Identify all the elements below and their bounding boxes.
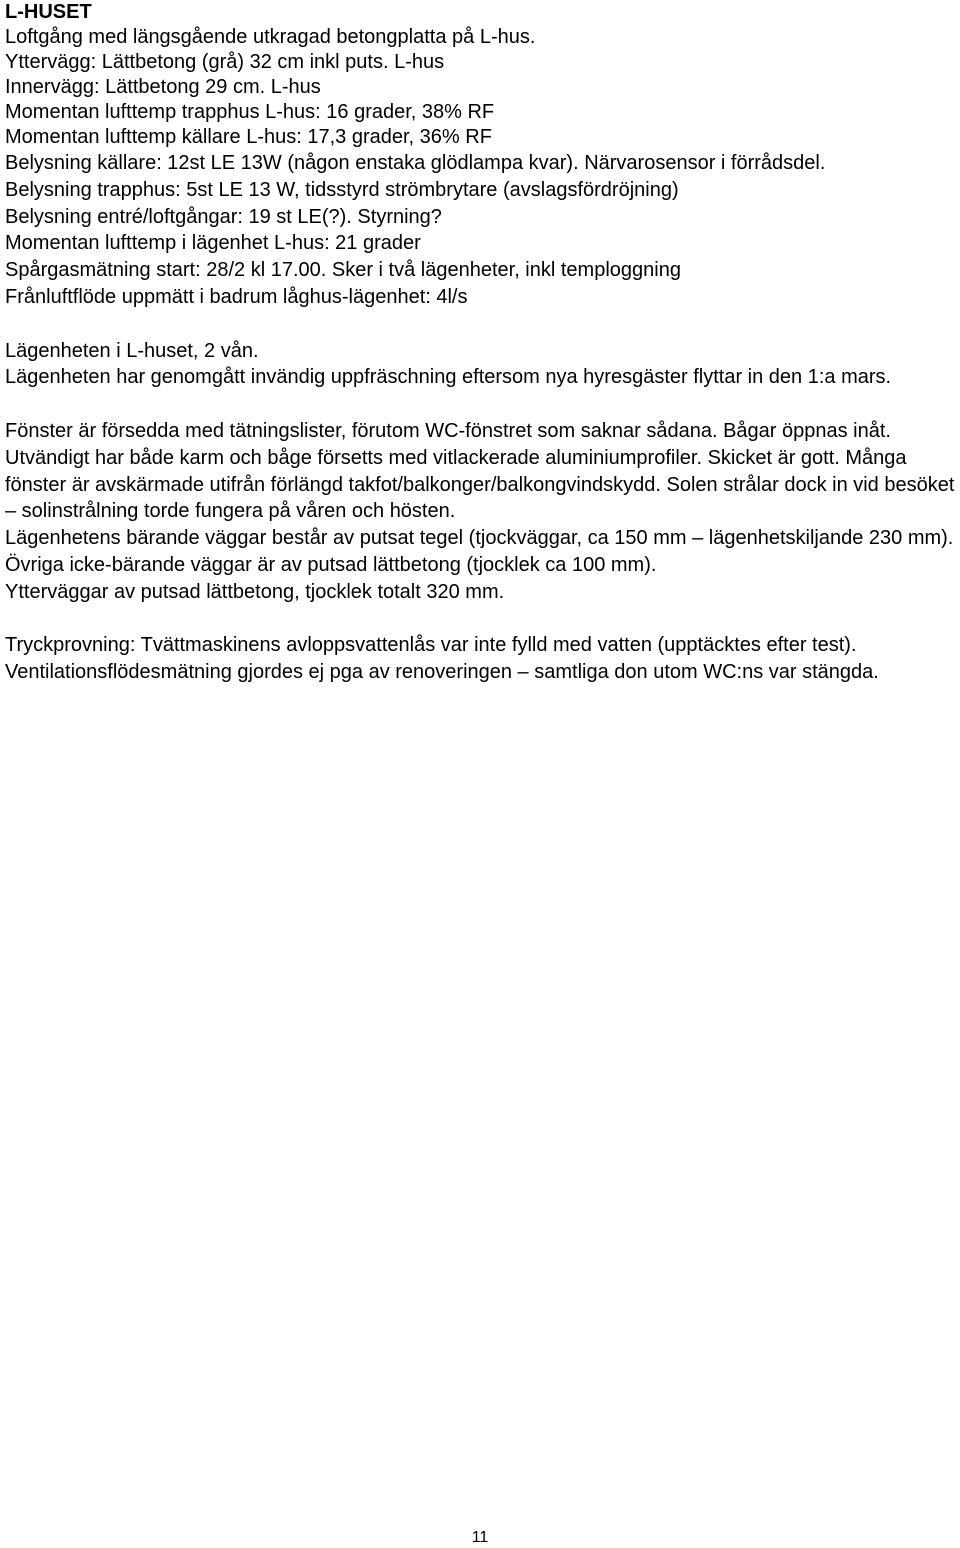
fact-line: Yttervägg: Lättbetong (grå) 32 cm inkl puts. L-hus	[5, 51, 445, 73]
measurement-notes	[5, 150, 955, 311]
apartment-renovation: Lägenheten har genomgått invändig uppfräschning eftersom nya hyresgäster flyttar in den 1:a mars.	[5, 366, 892, 389]
walls-paragraph: Lägenhetens bärande väggar består av putsat tegel (tjockväggar, ca 150 mm – lägenhetskiljande 230 mm). Övriga icke-bärande väggar är av putsad lättbetong (tjocklek ca 100 mm).	[5, 527, 954, 576]
document-page	[5, 0, 955, 686]
spacer	[5, 391, 955, 418]
note-line: Belysning entré/loftgångar: 19 st LE(?). Styrning?	[5, 205, 442, 228]
spacer	[5, 311, 955, 338]
spacer	[5, 606, 955, 633]
page-number: 11	[471, 1529, 489, 1546]
apartment-title: Lägenheten i L-huset, 2 vån.	[5, 339, 259, 362]
section-heading: L-HUSET	[5, 1, 92, 23]
pressure-test-paragraph: Tryckprovning: Tvättmaskinens avloppsvattenlås var inte fylld med vatten (upptäcktes efter test).	[5, 634, 857, 657]
fact-line: Momentan lufttemp källare L-hus: 17,3 grader, 36% RF	[5, 126, 492, 148]
fact-line: Innervägg: Lättbetong 29 cm. L-hus	[5, 76, 321, 98]
note-line: Belysning källare: 12st LE 13W (någon enstaka glödlampa kvar). Närvarosensor i förrådsdel.	[5, 152, 826, 174]
building-facts	[5, 25, 955, 150]
ventilation-paragraph: Ventilationsflödesmätning gjordes ej pga av renoveringen – samtliga don utom WC:ns var stängda.	[5, 661, 879, 684]
windows-paragraph: Fönster är försedda med tätningslister, förutom WC-fönstret som saknar sådana. Bågar öppnas inåt. Utvändigt har både karm och båge försetts med vitlackerade aluminiumprofiler. Skicket är gott. Många fönster är avskärmade utifrån förlängd takfot/balkonger/balkongvindskydd. Solen strålar dock in vid besöket – solinstrålning torde fungera på våren och hösten.	[5, 419, 955, 523]
note-line: Belysning trapphus: 5st LE 13 W, tidsstyrd strömbrytare (avslagsfördröjning)	[5, 178, 679, 201]
note-line: Momentan lufttemp i lägenhet L-hus: 21 grader	[5, 232, 421, 255]
note-line: Frånluftflöde uppmätt i badrum låghus-lägenhet: 4l/s	[5, 285, 468, 308]
outer-walls-paragraph: Ytterväggar av putsad lättbetong, tjocklek totalt 320 mm.	[5, 580, 505, 603]
note-line: Spårgasmätning start: 28/2 kl 17.00. Sker i två lägenheter, inkl temploggning	[5, 259, 681, 282]
fact-line: Momentan lufttemp trapphus L-hus: 16 grader, 38% RF	[5, 101, 495, 123]
fact-line: Loftgång med längsgående utkragad betongplatta på L-hus.	[5, 26, 536, 48]
